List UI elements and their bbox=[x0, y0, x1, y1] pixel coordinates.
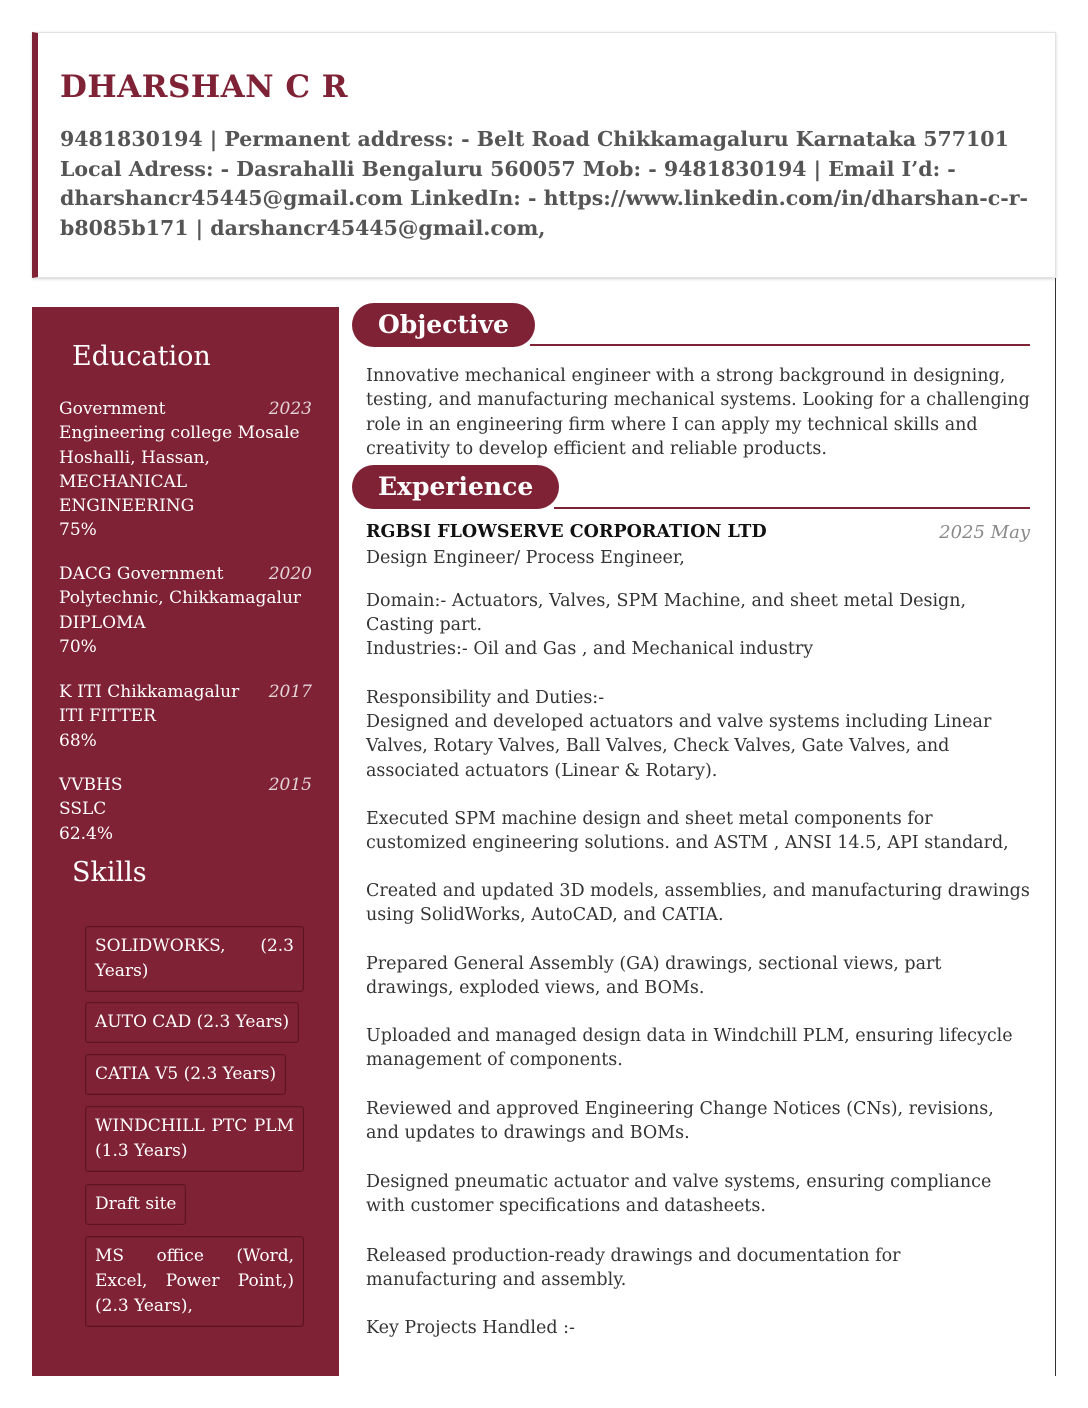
skill-tag: WINDCHILL PTC PLM (1.3 Years) bbox=[85, 1106, 304, 1172]
duty-item: Designed and developed actuators and valve systems including Linear Valves, Rotary Valves, Ball Valves, Check Valves, Gate Valves, and associated actuators (Linear & Rotary). bbox=[366, 712, 992, 781]
education-item bbox=[59, 680, 312, 753]
experience-heading: Experience bbox=[352, 465, 559, 509]
company-name: RGBSI FLOWSERVE CORPORATION LTD bbox=[366, 522, 767, 542]
responsibilities-heading: Responsibility and Duties:- bbox=[366, 688, 605, 708]
experience-divider bbox=[554, 507, 1030, 509]
education-year: 2020 bbox=[268, 564, 312, 584]
education-score: 62.4% bbox=[59, 823, 114, 844]
education-heading: Education bbox=[72, 341, 211, 372]
education-school-detail: Engineering college Mosale Hoshalli, Hassan, bbox=[59, 423, 300, 468]
education-score: 75% bbox=[59, 520, 97, 541]
duty-item: Released production-ready drawings and documentation for manufacturing and assembly. bbox=[366, 1246, 901, 1291]
skill-tag: MS office (Word, Excel, Power Point,) (2.3 Years), bbox=[85, 1236, 304, 1327]
sidebar bbox=[32, 307, 339, 1376]
education-school: Government bbox=[59, 399, 166, 419]
education-degree: ITI FITTER bbox=[59, 706, 156, 727]
education-degree: SSLC bbox=[59, 799, 107, 820]
education-school-detail: Polytechnic, Chikkamagalur bbox=[59, 588, 302, 609]
objective-divider bbox=[530, 344, 1030, 346]
education-year: 2017 bbox=[268, 682, 312, 702]
education-item bbox=[59, 562, 312, 659]
key-projects-heading: Key Projects Handled :- bbox=[366, 1318, 575, 1338]
education-item bbox=[59, 397, 312, 543]
candidate-name: DHARSHAN C R bbox=[60, 69, 349, 105]
education-school: K ITI Chikkamagalur bbox=[59, 682, 240, 702]
job-domain: Domain:- Actuators, Valves, SPM Machine, and sheet metal Design, Casting part. bbox=[366, 591, 967, 636]
education-score: 68% bbox=[59, 730, 97, 751]
education-score: 70% bbox=[59, 636, 97, 657]
education-school: DACG Government bbox=[59, 564, 224, 584]
education-year: 2015 bbox=[268, 775, 312, 795]
education-degree: MECHANICAL ENGINEERING bbox=[59, 471, 195, 517]
duty-item: Prepared General Assembly (GA) drawings, sectional views, part drawings, exploded views, and BOMs. bbox=[366, 954, 942, 999]
objective-text: Innovative mechanical engineer with a strong background in designing, testing, and manufacturing mechanical systems. Looking for a challenging role in an engineering firm where I can apply my technical skills and creativity to develop efficient and reliable products. bbox=[366, 366, 1030, 459]
experience-date: 2025 May bbox=[939, 522, 1030, 543]
skill-tag: Draft site bbox=[85, 1184, 186, 1225]
contact-details: 9481830194 | Permanent address: - Belt Road Chikkamagaluru Karnataka 577101 Local Adress: - Dasrahalli Bengaluru 560057 Mob: - 9481830194 | Email I’d: - dharshancr45445@gmail.com LinkedIn: - https://www.linkedin.com/in/dharshan-c-r-b8085b171 | darshancr45445@gmail.com, bbox=[60, 127, 1029, 240]
education-degree: DIPLOMA bbox=[59, 612, 146, 633]
objective-heading: Objective bbox=[352, 303, 535, 347]
education-item bbox=[59, 773, 312, 846]
duty-item: Created and updated 3D models, assemblies, and manufacturing drawings using SolidWorks, AutoCAD, and CATIA. bbox=[366, 881, 1030, 926]
education-school: VVBHS bbox=[59, 775, 123, 795]
job-industries: Industries:- Oil and Gas , and Mechanical industry bbox=[366, 639, 814, 659]
education-year: 2023 bbox=[268, 399, 312, 419]
duty-item: Designed pneumatic actuator and valve systems, ensuring compliance with customer specifications and datasheets. bbox=[366, 1172, 992, 1217]
page-right-border bbox=[1055, 278, 1056, 1376]
skill-tag: AUTO CAD (2.3 Years) bbox=[85, 1002, 299, 1043]
skill-tag: SOLIDWORKS, (2.3 Years) bbox=[85, 926, 304, 992]
job-role: Design Engineer/ Process Engineer, bbox=[366, 548, 685, 568]
skills-heading: Skills bbox=[72, 857, 147, 888]
header-card bbox=[32, 32, 1056, 278]
skill-tag: CATIA V5 (2.3 Years) bbox=[85, 1054, 286, 1095]
duty-item: Uploaded and managed design data in Windchill PLM, ensuring lifecycle management of components. bbox=[366, 1026, 1013, 1071]
duty-item: Reviewed and approved Engineering Change Notices (CNs), revisions, and updates to drawings and BOMs. bbox=[366, 1099, 994, 1144]
duty-item: Executed SPM machine design and sheet metal components for customized engineering solutions. and ASTM , ANSI 14.5, API standard, bbox=[366, 809, 1009, 854]
